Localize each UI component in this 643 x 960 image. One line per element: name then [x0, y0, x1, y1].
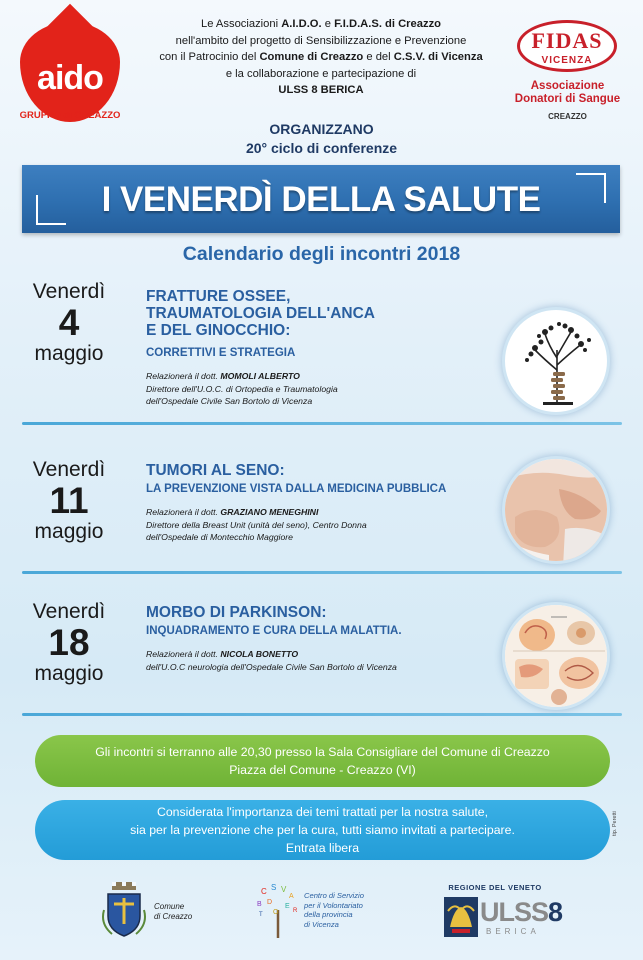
event-title-line: MORBO DI PARKINSON: [146, 604, 327, 621]
invitation-box [35, 800, 610, 860]
fidas-logo [505, 18, 630, 130]
event-weekday: Venerdì [32, 600, 106, 623]
intro-csv: C.S.V. di Vicenza [393, 51, 483, 64]
svg-text:E: E [285, 903, 290, 910]
speaker-role: dell'Ospedale Civile San Bortolo di Vicenza [146, 396, 313, 406]
invitation-line: Considerata l'importanza dei temi trattati per la nostra salute, [156, 805, 489, 819]
venue-info-box [35, 735, 610, 787]
event-speaker [146, 648, 397, 673]
calendar-title: Calendario degli incontri 2018 [182, 243, 461, 265]
ulss-word: ULSS [480, 897, 549, 927]
event-title [146, 462, 285, 479]
event-title-line: FRATTURE OSSEE, [146, 288, 291, 305]
aido-logo [18, 22, 122, 126]
speaker-name: MOMOLI ALBERTO [220, 371, 300, 381]
intro-text: e [321, 18, 335, 30]
event-date [14, 280, 124, 366]
svg-text:O: O [273, 909, 279, 916]
page-title: I VENERDÌ DELLA SALUTE [101, 180, 541, 219]
intro-line-1 [140, 16, 502, 33]
event-title [146, 604, 327, 621]
coat-of-arms-icon [100, 880, 148, 940]
fidas-logo-text: FIDAS [531, 28, 603, 53]
speaker-name: GRAZIANO MENEGHINI [220, 507, 319, 517]
winged-lion-icon [444, 897, 478, 937]
intro-text: con il Patrocinio del [159, 51, 260, 64]
event-day: 11 [49, 480, 89, 521]
event-speaker [146, 370, 338, 408]
svg-text:R: R [293, 908, 298, 914]
speaker-role: dell'U.O.C neurologia dell'Ospedale Civile San Bortolo di Vicenza [146, 661, 397, 672]
csv-line: della provincia [304, 910, 353, 919]
ulss-region: REGIONE DEL VENETO [448, 883, 542, 892]
event-title-line: TRAUMATOLOGIA DELL'ANCA [146, 305, 375, 322]
ulss-name [480, 897, 562, 928]
section-divider [22, 422, 622, 425]
event-title-line: TUMORI AL SENO: [146, 462, 285, 479]
speaker-role: Direttore dell'U.O.C. di Ortopedia e Traumatologia [146, 383, 338, 394]
intro-text: Le Associazioni [200, 18, 282, 30]
brain-icon [505, 605, 610, 710]
event-day: 4 [58, 302, 80, 343]
speaker-prefix: Relazionerà il dott. [146, 649, 221, 659]
speaker-prefix: Relazionerà il dott. [146, 507, 221, 517]
organize-line2: 20° ciclo di conferenze [245, 140, 398, 156]
intro-fidas: F.I.D.A.S. di Creazzo [334, 18, 441, 30]
ulss8-berica-logo [440, 883, 563, 943]
event-subtitle: LA PREVENZIONE VISTA DALLA MEDICINA PUBBLICA [146, 483, 447, 495]
event-month: maggio [34, 342, 104, 365]
section-divider [22, 571, 622, 574]
fidas-assoc-line2: Donatori di Sangue [514, 93, 621, 105]
tree-spine-icon [505, 310, 610, 415]
csv-label [304, 891, 364, 929]
event-title-line: E DEL GINOCCHIO: [146, 322, 291, 339]
tree-spine-illustration [502, 307, 610, 415]
brain-medical-illustration [502, 602, 610, 710]
comune-line: di Creazzo [154, 912, 193, 921]
intro-aido: A.I.D.O. [281, 18, 322, 30]
volunteer-tree-icon [255, 880, 301, 940]
event-subtitle: INQUADRAMENTO E CURA DELLA MALATTIA. [146, 625, 402, 637]
aido-logo-sub: GRUPPO di CREAZZO [19, 110, 121, 121]
aido-logo-text: aido [37, 59, 103, 97]
header-intro [140, 16, 502, 99]
intro-line-2: nell'ambito del progetto di Sensibilizzazione e Prevenzione [175, 34, 467, 47]
event-title [146, 288, 375, 339]
section-divider [22, 713, 622, 716]
csv-line: di Vicenza [304, 919, 339, 929]
intro-line-4: e la collaborazione e partecipazione di [225, 67, 417, 80]
breast-exam-icon [505, 459, 610, 564]
intro-line-3 [140, 49, 502, 66]
ulss-number: 8 [548, 897, 563, 927]
event-speaker [146, 506, 367, 544]
svg-text:C: C [261, 887, 267, 896]
venue-address: Piazza del Comune - Creazzo (VI) [229, 763, 416, 777]
organize-heading [0, 120, 643, 158]
fidas-assoc [505, 80, 630, 106]
svg-text:S: S [271, 883, 277, 892]
invitation-line: sia per la prevenzione che per la cura, tutti siamo invitati a partecipare. [130, 823, 515, 837]
intro-text: e del [363, 51, 394, 64]
event-date [14, 600, 124, 686]
comune-label [154, 902, 192, 922]
speaker-line [146, 648, 397, 661]
comune-line: Comune [154, 902, 185, 911]
csv-line: Centro di Servizio [304, 891, 364, 900]
event-weekday: Venerdì [32, 280, 106, 303]
speaker-line [146, 506, 367, 519]
svg-text:T: T [259, 912, 263, 918]
svg-text:A: A [289, 893, 294, 900]
event-date [14, 458, 124, 544]
comune-creazzo-logo [100, 880, 196, 940]
intro-line-5 [140, 82, 502, 99]
event-weekday: Venerdì [32, 458, 106, 481]
speaker-line [146, 370, 338, 383]
free-entry-text: Entrata libera [285, 841, 360, 855]
fidas-assoc-line1: Associazione [530, 80, 605, 92]
speaker-prefix: Relazionerà il dott. [146, 371, 221, 381]
speaker-role: Direttore della Breast Unit (unità del seno), Centro Donna [146, 519, 367, 530]
ulss-berica: BERICA [486, 927, 540, 936]
event-day: 18 [48, 622, 90, 663]
printer-credit: tip. Peretti [612, 811, 618, 836]
fidas-logo-city: VICENZA [541, 55, 593, 66]
speaker-role: dell'Ospedale di Montecchio Maggiore [146, 532, 294, 542]
intro-comune: Comune di Creazzo [259, 51, 364, 64]
organize-line1: ORGANIZZANO [269, 121, 374, 137]
svg-text:D: D [267, 899, 273, 906]
svg-text:B: B [257, 901, 262, 908]
csv-vicenza-logo [255, 880, 385, 942]
csv-line: per il Volontariato [304, 900, 363, 910]
title-banner [22, 165, 620, 233]
event-month: maggio [34, 520, 104, 543]
event-month: maggio [34, 662, 104, 685]
svg-text:V: V [281, 885, 287, 894]
event-subtitle: CORRETTIVI E STRATEGIA [146, 347, 296, 359]
intro-ulss: ULSS 8 BERICA [278, 84, 364, 97]
breast-exam-photo [502, 456, 610, 564]
venue-info-line: Gli incontri si terranno alle 20,30 presso la Sala Consigliare del Comune di Creazzo [95, 745, 550, 759]
fidas-town: CREAZZO [548, 112, 587, 121]
speaker-name: NICOLA BONETTO [220, 649, 299, 659]
